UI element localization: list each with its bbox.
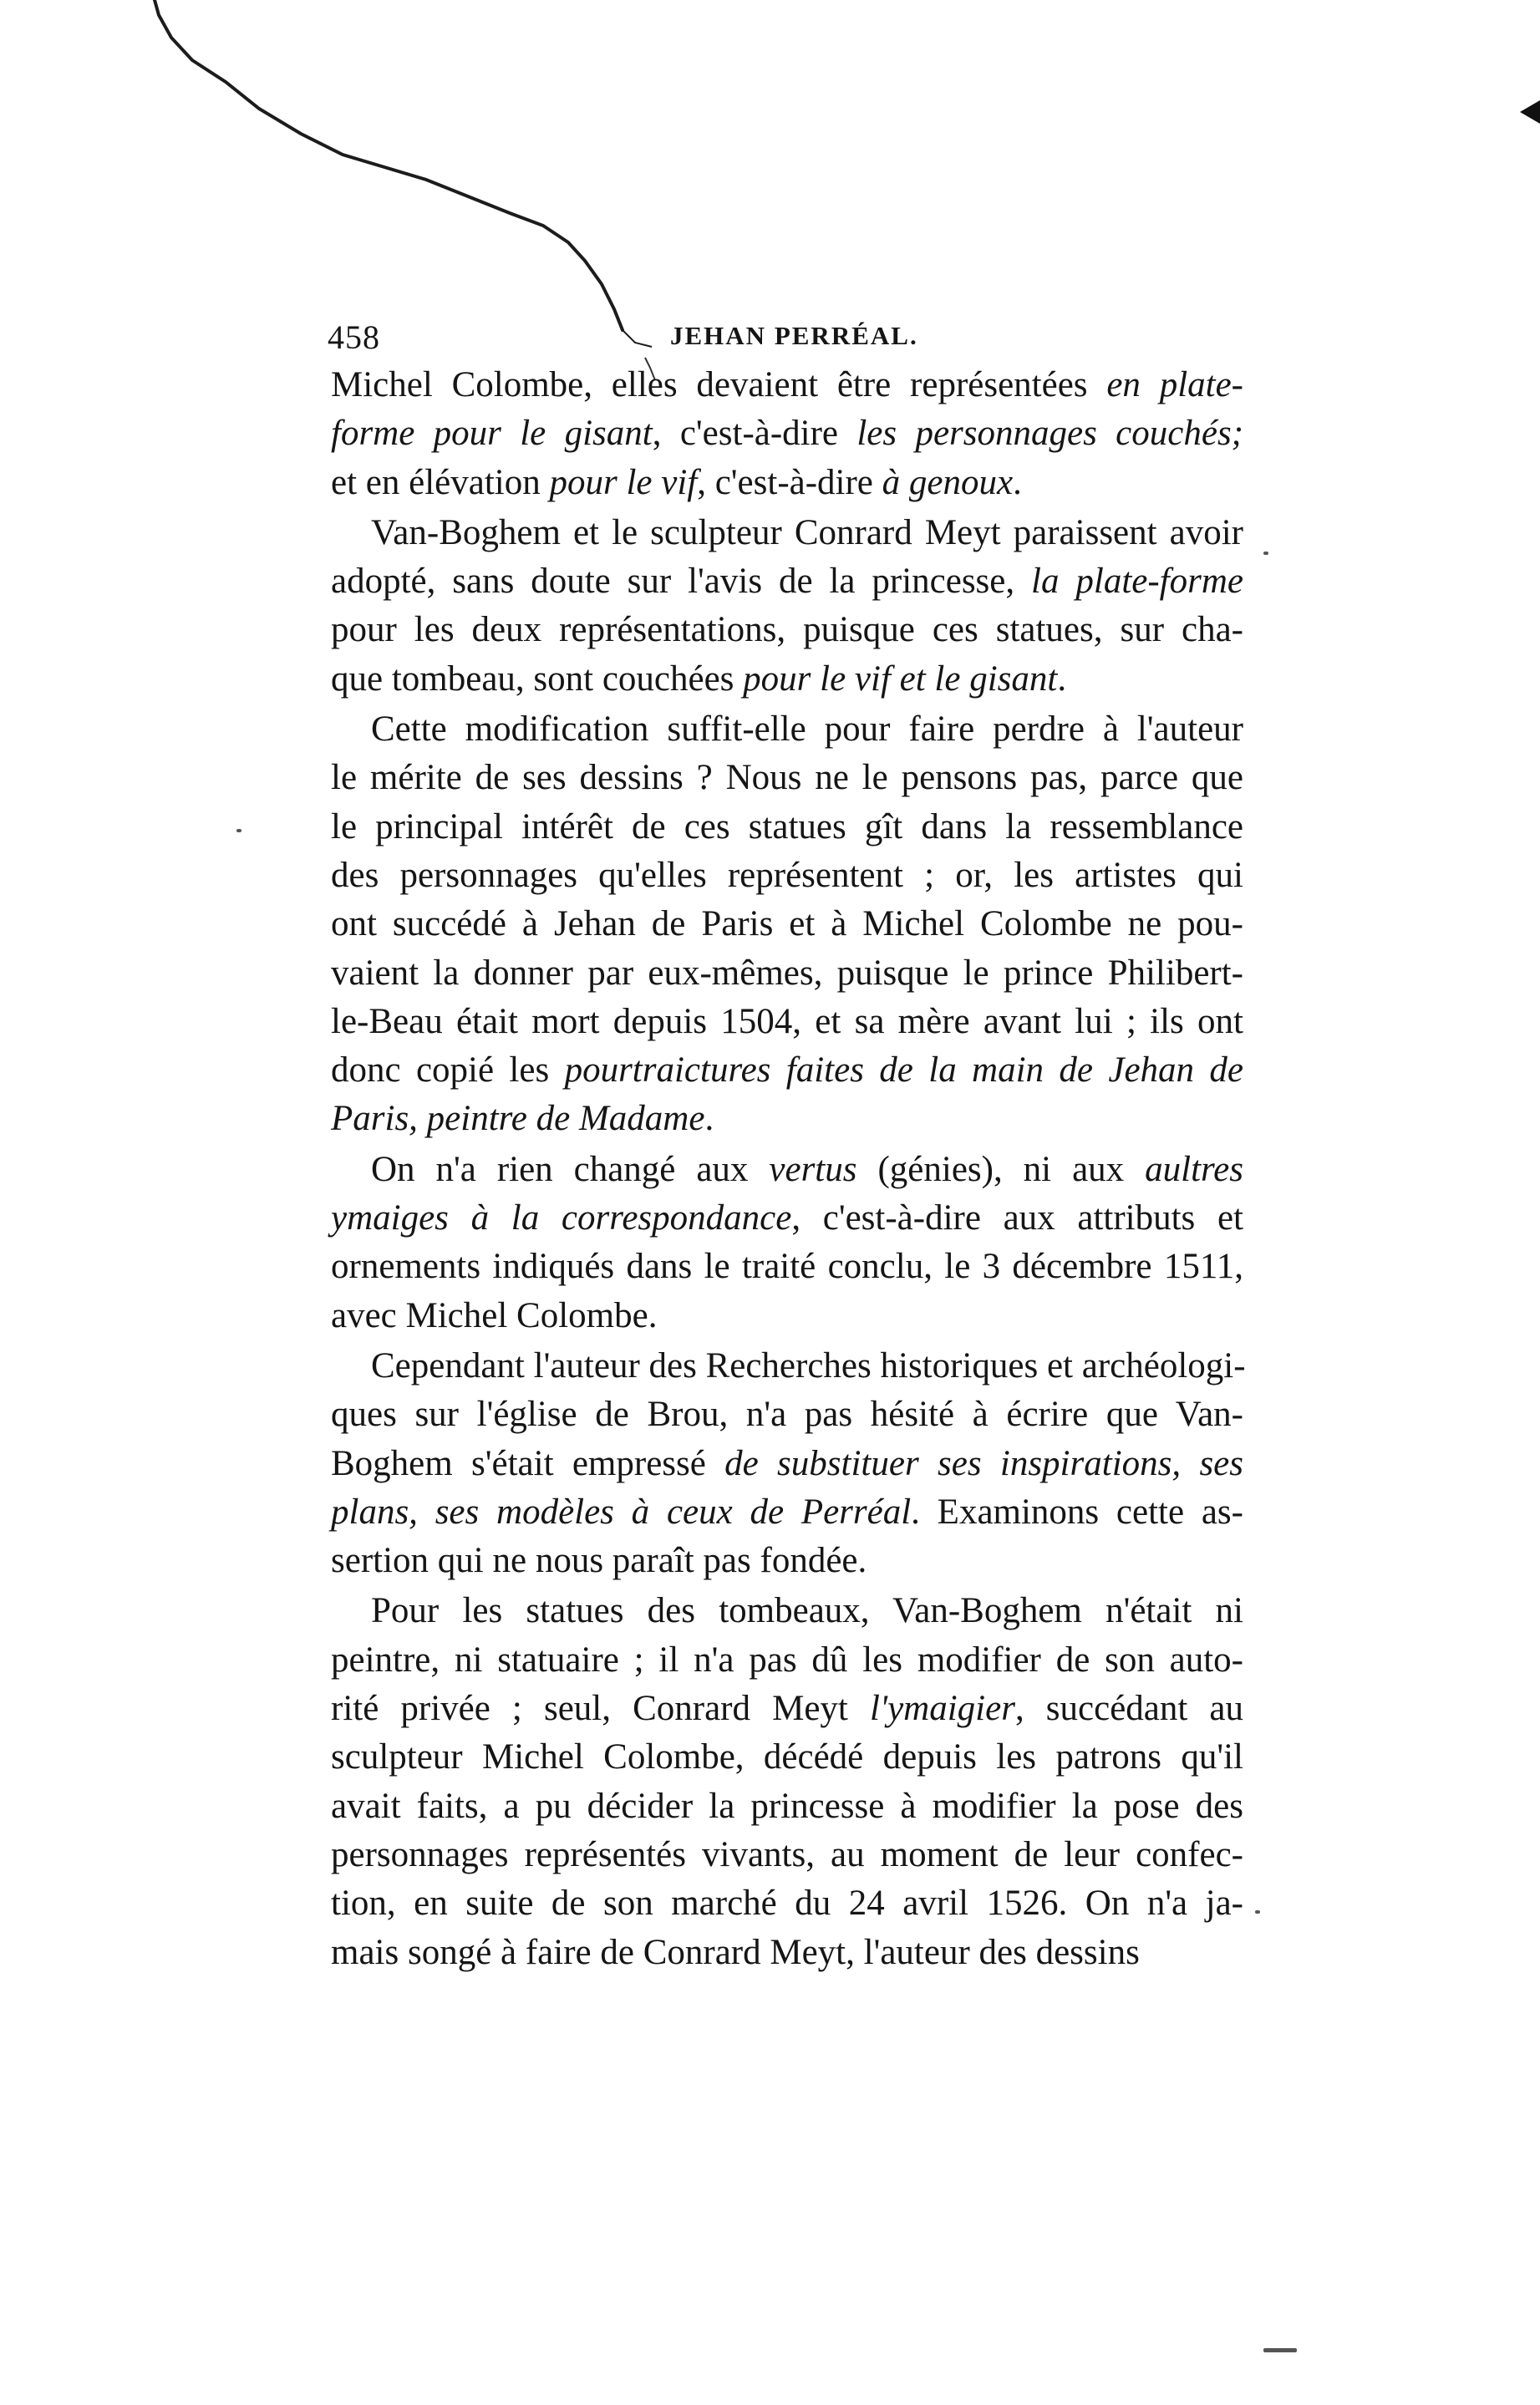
text-line: le mérite de ses dessins ? Nous ne le pensons pas, parce que [331, 758, 1243, 798]
text-line: Pour les statues des tombeaux, Van-Boghem n'était ni [371, 1591, 1243, 1631]
speck [1255, 1910, 1260, 1914]
text-line: mais songé à faire de Conrard Meyt, l'auteur des dessins [331, 1932, 1140, 1972]
text-line: que tombeau, sont couchées pour le vif et le gisant. [331, 658, 1067, 699]
text-line: peintre, ni statuaire ; il n'a pas dû les modifier de son auto- [331, 1640, 1243, 1680]
speck [1263, 2348, 1297, 2352]
margin-arrow-icon [1520, 100, 1540, 124]
text-line: avait faits, a pu décider la princesse à modifier la pose des [331, 1786, 1243, 1826]
paragraph [331, 361, 1243, 507]
text-line: adopté, sans doute sur l'avis de la princesse, la plate-forme [331, 562, 1243, 602]
paragraph [331, 705, 1243, 1144]
text-line: vaient la donner par eux-mêmes, puisque le prince Philibert- [331, 953, 1243, 993]
text-line: Cependant l'auteur des Recherches historiques et archéologi- [371, 1345, 1246, 1386]
text-line: sculpteur Michel Colombe, décédé depuis les patrons qu'il [331, 1737, 1243, 1777]
text-line: ymaiges à la correspondance, c'est-à-dire aux attributs et [331, 1198, 1243, 1238]
text-line: ornements indiqués dans le traité conclu, le 3 décembre 1511, [331, 1247, 1243, 1287]
text-line: pour les deux représentations, puisque ces statues, sur cha- [331, 610, 1243, 650]
header-title: JEHAN PERRÉAL. [670, 321, 918, 350]
text-line: personnages représentés vivants, au moment de leur confec- [331, 1834, 1243, 1874]
running-header [328, 311, 1262, 361]
text-line: le principal intérêt de ces statues gît dans la ressemblance [331, 806, 1243, 847]
speck [1263, 552, 1268, 555]
text-line: Paris, peintre de Madame. [331, 1099, 714, 1139]
text-line: rité privée ; seul, Conrard Meyt l'ymaigier, succédant au [331, 1689, 1244, 1729]
speck [236, 829, 241, 832]
paragraph [331, 1342, 1246, 1585]
text-line: tion, en suite de son marché du 24 avril 1526. On n'a ja- [331, 1884, 1243, 1924]
text-line: et en élévation pour le vif, c'est-à-dire à genoux. [331, 462, 1022, 502]
text-line: plans, ses modèles à ceux de Perréal. Examinons cette as- [331, 1492, 1243, 1532]
text-line: Michel Colombe, elles devaient être représentées en plate- [331, 365, 1244, 404]
paragraph [331, 1146, 1243, 1340]
text-line: sertion qui ne nous paraît pas fondée. [331, 1541, 867, 1581]
text-line: des personnages qu'elles représentent ; or, les artistes qui [331, 855, 1243, 895]
text-line: Cette modification suffit-elle pour faire perdre à l'auteur [371, 709, 1243, 750]
paragraph [331, 1587, 1243, 1976]
text-line: Van-Boghem et le sculpteur Conrard Meyt paraissent avoir [371, 512, 1243, 552]
paragraph [331, 509, 1243, 704]
text-line: le-Beau était mort depuis 1504, et sa mère avant lui ; ils ont [331, 1001, 1243, 1041]
text-line: donc copié les pourtraictures faites de la main de Jehan de [331, 1050, 1243, 1091]
text-line: ont succédé à Jehan de Paris et à Michel Colombe ne pou- [331, 904, 1243, 944]
body-text [331, 361, 1246, 1979]
text-line: forme pour le gisant, c'est-à-dire les personnages couchés; [331, 414, 1243, 454]
page-number: 458 [328, 318, 380, 356]
text-line: Boghem s'était empressé de substituer ses inspirations, ses [331, 1443, 1243, 1483]
text-line: ques sur l'église de Brou, n'a pas hésité à écrire que Van- [331, 1395, 1243, 1435]
text-line: On n'a rien changé aux vertus (génies), ni aux aultres [371, 1149, 1243, 1189]
text-line: avec Michel Colombe. [331, 1295, 658, 1335]
